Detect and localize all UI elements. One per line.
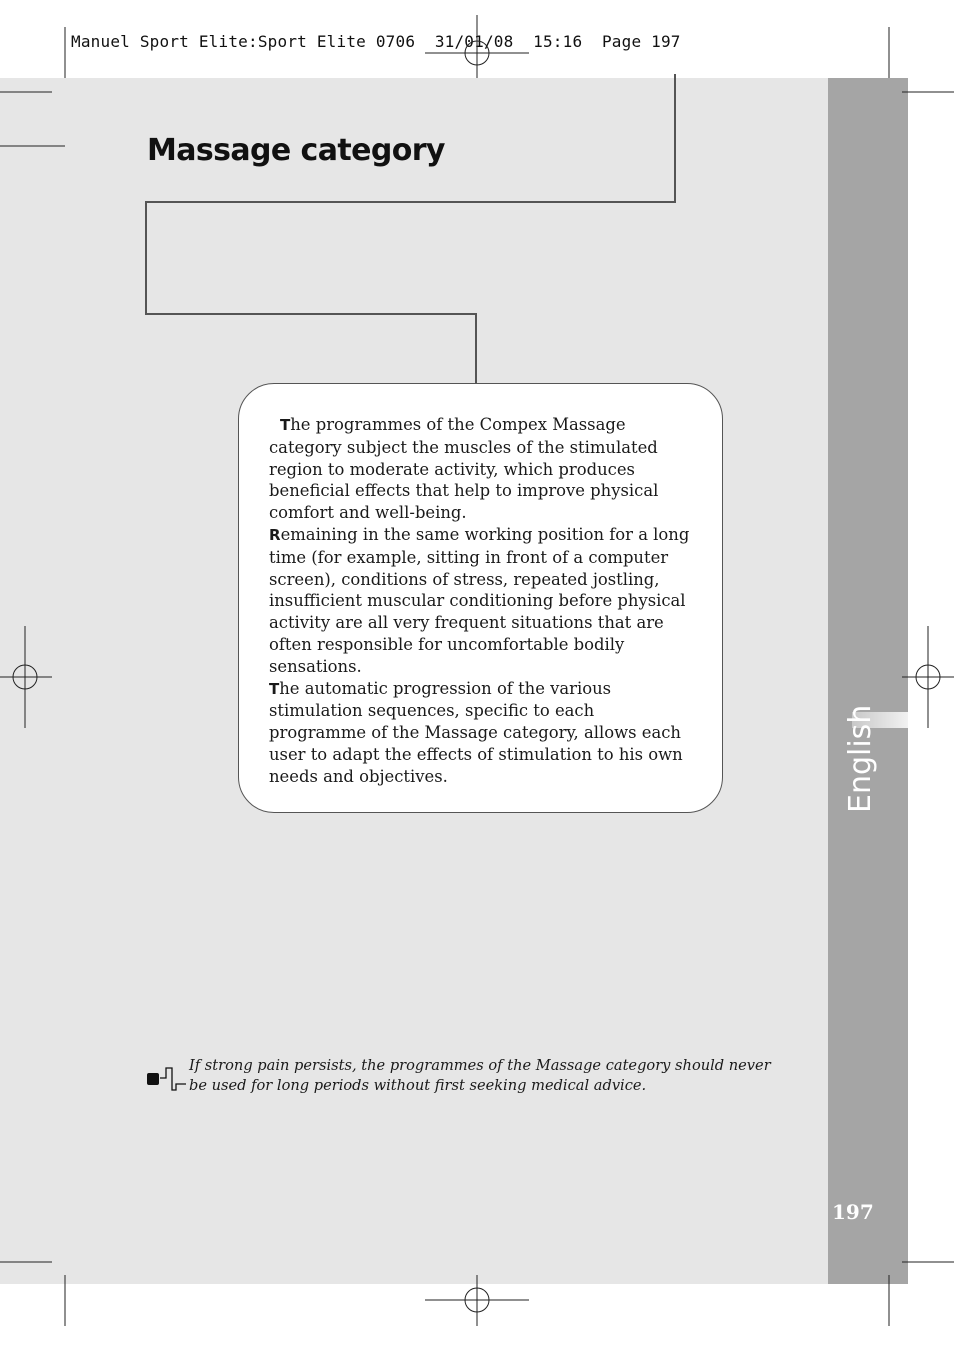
- paragraph-initial: T: [269, 679, 280, 698]
- paragraph-text: emaining in the same working position for a long time (for example, sitting in front of a computer screen), conditions of stress, repeated jostling, insufficient muscular conditioning before physical activity are all very frequent situations that are often responsible for uncomfortable bodily sensations.: [269, 524, 690, 676]
- language-tab-label: English: [843, 704, 878, 813]
- paragraph-text: he programmes of the Compex Massage category subject the muscles of the stimulated region to moderate activity, which produces beneficial effects that help to improve physical comfort and well-being.: [269, 415, 659, 523]
- paragraph-text: he automatic progression of the various stimulation sequences, specific to each programme of the Massage category, allows each user to adapt the effects of stimulation to his own needs and objectives.: [269, 678, 683, 786]
- page-number: 197: [832, 1200, 874, 1224]
- page-title: Massage category: [147, 133, 445, 168]
- warning-note: If strong pain persists, the programmes of the Massage category should never be used for long periods without first seeking medical advice.: [189, 1057, 771, 1094]
- printer-slug: Manuel Sport Elite:Sport Elite 0706 31/01/08 15:16 Page 197: [71, 32, 681, 51]
- paragraph-initial: R: [269, 525, 281, 544]
- paragraph-initial: T: [280, 416, 291, 434]
